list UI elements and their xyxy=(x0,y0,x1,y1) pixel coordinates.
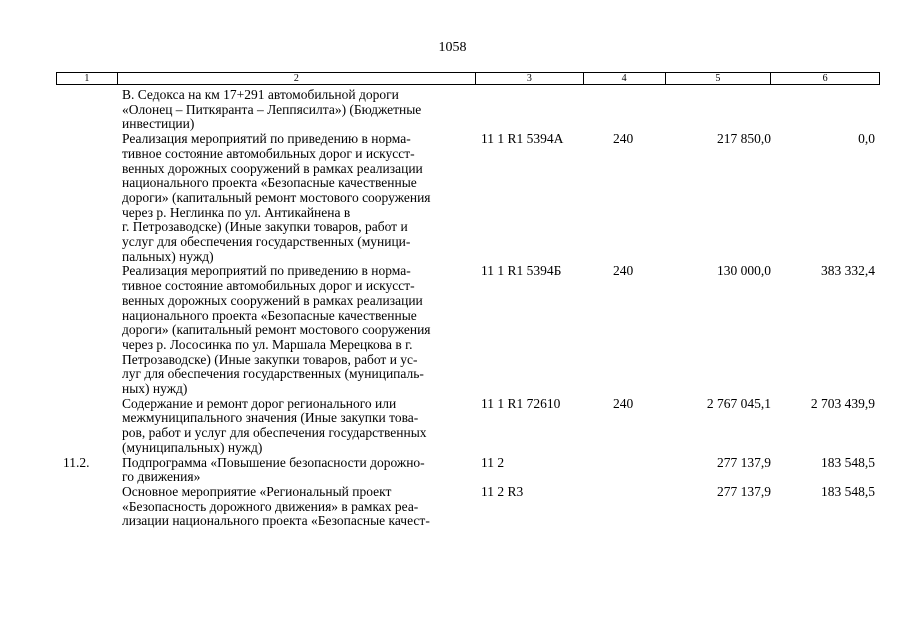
row-name-line: Содержание и ремонт дорог регионального или xyxy=(122,395,397,411)
row-code: 11 1 R1 5394А xyxy=(481,131,564,147)
header-col-1: 1 xyxy=(57,73,118,84)
row-name-line: национального проекта «Безопасные качественные xyxy=(122,307,417,323)
row-name xyxy=(122,456,472,485)
row-amount-col5: 130 000,0 xyxy=(717,263,771,279)
row-name-line: услуг для обеспечения государственных (муници- xyxy=(122,234,411,250)
row-expense-type: 240 xyxy=(613,131,634,147)
row-name-line: «Безопасность дорожного движения» в рамках реа- xyxy=(122,498,419,514)
row-amount-col6: 0,0 xyxy=(858,131,875,147)
row-expense-type: 240 xyxy=(613,263,634,279)
header-col-4: 4 xyxy=(584,73,666,84)
row-number: 11.2. xyxy=(63,454,90,470)
row-name-line: ров, работ и услуг для обеспечения государственных xyxy=(122,425,427,441)
row-amount-col6: 2 703 439,9 xyxy=(810,395,875,411)
table-row xyxy=(0,88,905,132)
row-name-line: пальных) нужд) xyxy=(122,248,214,264)
row-amount-col5: 277 137,9 xyxy=(717,454,771,470)
row-code: 11 2 xyxy=(481,454,505,470)
row-name-line: Реализация мероприятий по приведению в норма- xyxy=(122,263,411,279)
row-name-line: «Олонец – Питкяранта – Леппясилта») (Бюджетные xyxy=(122,101,422,117)
row-amount-col6: 383 332,4 xyxy=(821,263,875,279)
row-name-line: лизации национального проекта «Безопасные качест- xyxy=(122,513,430,529)
row-name-line: (муниципальных) нужд) xyxy=(122,439,263,455)
table-header-row xyxy=(56,72,880,85)
table-body xyxy=(0,88,905,529)
row-name xyxy=(122,397,472,456)
row-name-line: через р. Лососинка по ул. Маршала Мерецкова в г. xyxy=(122,336,413,352)
row-name xyxy=(122,132,472,264)
row-name-line: Реализация мероприятий по приведению в норма- xyxy=(122,131,411,147)
table-row xyxy=(0,485,905,529)
row-name-line: Подпрограмма «Повышение безопасности дорожно- xyxy=(122,454,425,470)
row-name-line: венных дорожных сооружений в рамках реализации xyxy=(122,292,423,308)
header-col-2: 2 xyxy=(118,73,476,84)
table-row xyxy=(0,132,905,264)
table-row xyxy=(0,456,905,485)
row-name-line: венных дорожных сооружений в рамках реализации xyxy=(122,160,423,176)
row-amount-col5: 2 767 045,1 xyxy=(706,395,771,411)
row-amount-col6: 183 548,5 xyxy=(821,483,875,499)
row-amount-col6: 183 548,5 xyxy=(821,454,875,470)
table-row xyxy=(0,397,905,456)
row-amount-col5: 277 137,9 xyxy=(717,483,771,499)
row-name-line: инвестиции) xyxy=(122,116,195,132)
header-col-6: 6 xyxy=(822,73,828,84)
row-name-line: В. Седокса на км 17+291 автомобильной дороги xyxy=(122,87,399,102)
table-row xyxy=(0,264,905,396)
header-col-3: 3 xyxy=(476,73,584,84)
row-code: 11 1 R1 72610 xyxy=(481,395,561,411)
row-name-line: го движения» xyxy=(122,469,201,485)
row-amount-col5: 217 850,0 xyxy=(717,131,771,147)
page-number: 1058 xyxy=(438,40,467,55)
row-name xyxy=(122,88,472,132)
row-name-line: г. Петрозаводске) (Иные закупки товаров, работ и xyxy=(122,219,408,235)
row-name xyxy=(122,264,472,396)
row-name-line: луг для обеспечения государственных (муниципаль- xyxy=(122,366,424,382)
row-name-line: ных) нужд) xyxy=(122,381,188,397)
row-name-line: тивное состояние автомобильных дорог и искусст- xyxy=(122,278,415,294)
row-name-line: межмуниципального значения (Иные закупки това- xyxy=(122,410,419,426)
row-code: 11 1 R1 5394Б xyxy=(481,263,562,279)
row-name-line: тивное состояние автомобильных дорог и искусст- xyxy=(122,145,415,161)
row-name-line: дороги» (капитальный ремонт мостового сооружения xyxy=(122,189,431,205)
row-name-line: через р. Неглинка по ул. Антикайнена в xyxy=(122,204,351,220)
header-col-5: 5 xyxy=(666,73,772,84)
row-name xyxy=(122,485,472,529)
row-name-line: Основное мероприятие «Региональный проект xyxy=(122,483,392,499)
row-expense-type: 240 xyxy=(613,395,634,411)
row-name-line: национального проекта «Безопасные качественные xyxy=(122,175,417,191)
row-name-line: Петрозаводске) (Иные закупки товаров, работ и ус- xyxy=(122,351,418,367)
row-code: 11 2 R3 xyxy=(481,483,524,499)
row-name-line: дороги» (капитальный ремонт мостового сооружения xyxy=(122,322,431,338)
